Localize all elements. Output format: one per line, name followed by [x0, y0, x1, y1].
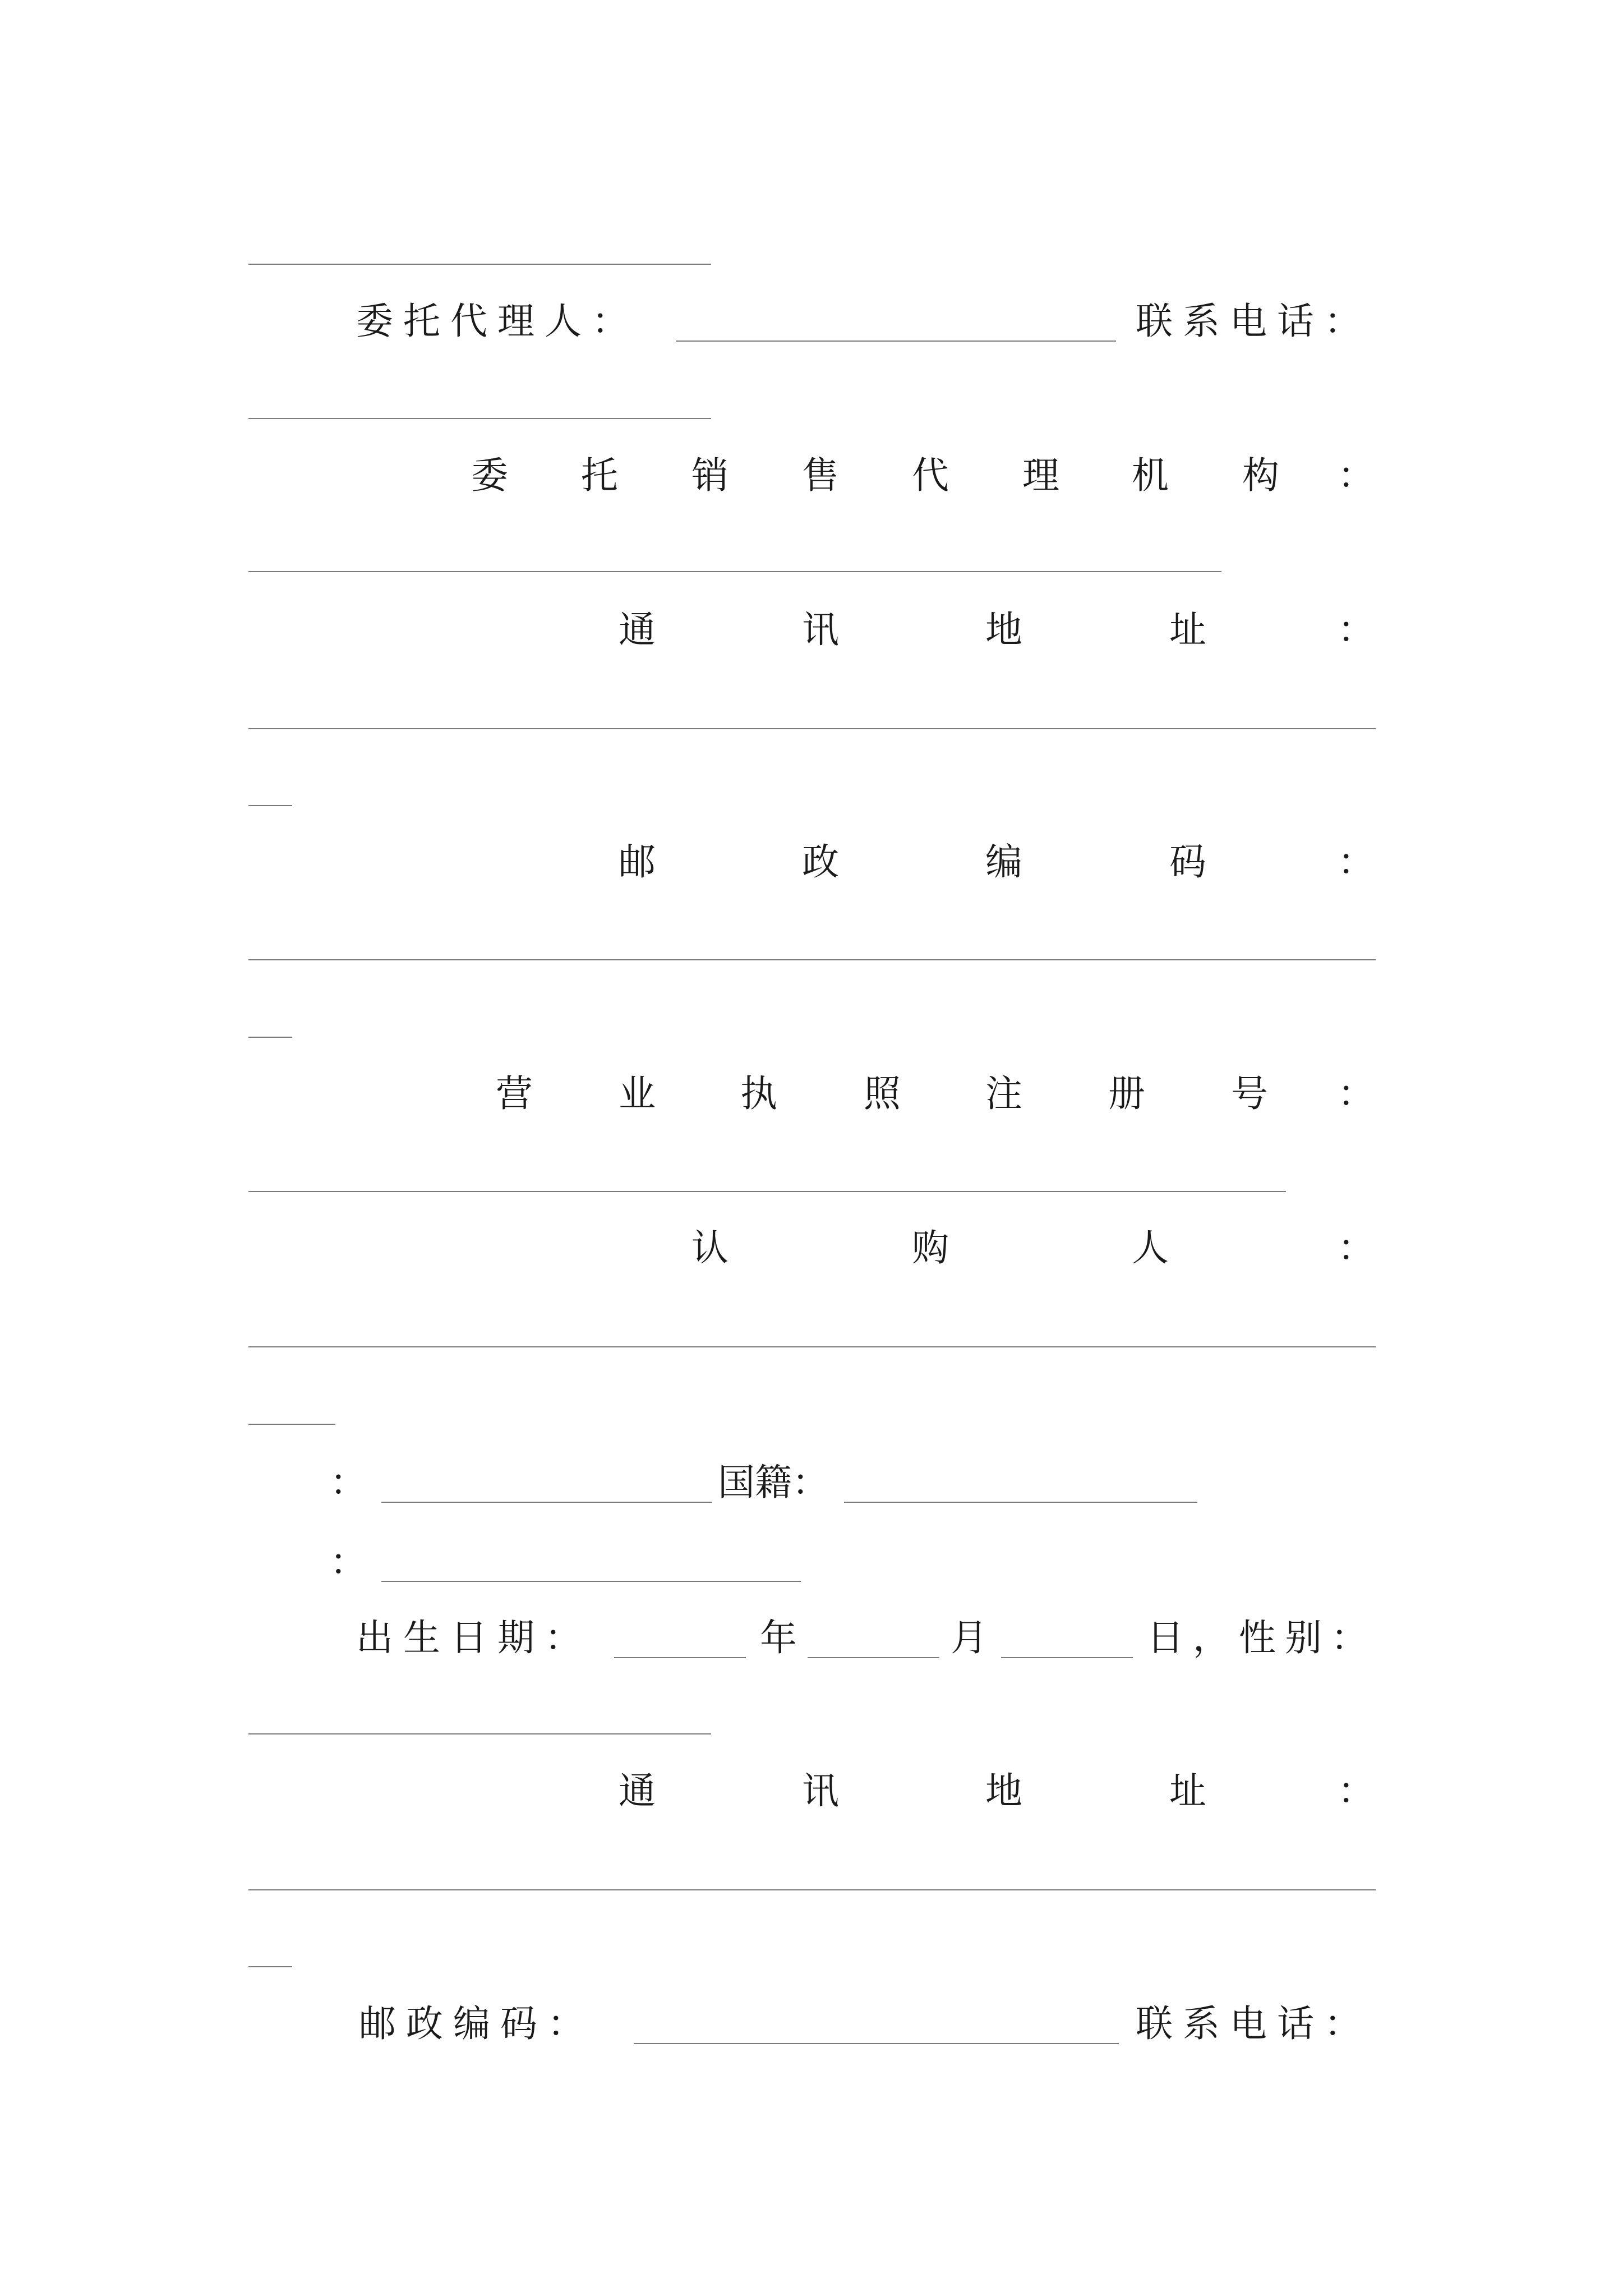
birth-day-gender-label: 日，性别：: [1147, 1616, 1377, 1659]
birth-year-blank[interactable]: [614, 1657, 746, 1658]
agency-postcode-blank[interactable]: [248, 959, 1376, 960]
sales-agency-char: 售: [802, 454, 839, 497]
sales-agency-char: 构: [1242, 454, 1279, 497]
subscriber-char: 认: [691, 1226, 728, 1269]
nationality-row-blank[interactable]: [381, 1502, 712, 1503]
agency-address-blank[interactable]: [248, 728, 1376, 729]
agency-address-char: 地: [985, 608, 1022, 651]
subscriber-colon: ：: [1338, 1226, 1375, 1269]
agency-postcode-colon: ：: [1338, 840, 1375, 884]
id-row-colon: ：: [330, 1540, 367, 1584]
agency-postcode-char: 政: [802, 840, 839, 884]
agent-name-blank[interactable]: [676, 341, 1116, 342]
license-char: 执: [740, 1072, 777, 1115]
agency-postcode-blank-tail[interactable]: [248, 1037, 292, 1038]
agency-postcode-char: 码: [1169, 840, 1206, 884]
agency-address-char: 讯: [802, 608, 839, 651]
subscriber-blank-tail[interactable]: [248, 1424, 335, 1425]
subscriber-postcode-blank[interactable]: [634, 2043, 1119, 2044]
sales-agency-char: 理: [1022, 454, 1059, 497]
license-blank[interactable]: [248, 1191, 1286, 1192]
license-char: 号: [1231, 1072, 1268, 1115]
nationality-label: 国籍：: [718, 1461, 829, 1504]
birth-month-label: 月: [951, 1616, 988, 1659]
agency-postcode-char: 邮: [619, 840, 656, 884]
subscriber-address-blank-tail[interactable]: [248, 1966, 292, 1967]
subscriber-postcode-label: 邮政编码：: [359, 2002, 594, 2045]
birth-day-blank[interactable]: [1001, 1657, 1133, 1658]
agency-postcode-char: 编: [985, 840, 1022, 884]
birth-year-label: 年: [760, 1616, 797, 1659]
sales-agency-blank[interactable]: [248, 571, 1221, 572]
agent-label: 委托代理人：: [356, 300, 639, 343]
license-char: 注: [985, 1072, 1022, 1115]
subscriber-char: 人: [1132, 1226, 1169, 1269]
sales-agency-colon: ：: [1338, 454, 1375, 497]
nationality-row-colon: ：: [330, 1461, 367, 1504]
license-char: 照: [864, 1072, 901, 1115]
birth-label: 出生日期：: [356, 1616, 592, 1659]
subscriber-address-colon: ：: [1338, 1769, 1375, 1812]
agency-address-char: 通: [619, 608, 656, 651]
subscriber-blank[interactable]: [248, 1346, 1376, 1347]
blank-line: [248, 264, 711, 265]
sales-agency-char: 销: [691, 454, 728, 497]
subscriber-address-char: 址: [1169, 1769, 1206, 1812]
license-char: 营: [496, 1072, 533, 1115]
agent-phone-label: 联系电话：: [1136, 300, 1371, 343]
subscriber-char: 购: [912, 1226, 949, 1269]
sales-agency-char: 代: [912, 454, 949, 497]
agency-address-blank-tail[interactable]: [248, 805, 292, 806]
nationality-blank[interactable]: [844, 1502, 1197, 1503]
agency-address-colon: ：: [1338, 608, 1375, 651]
subscriber-address-char: 通: [619, 1769, 656, 1812]
id-row-blank[interactable]: [381, 1581, 801, 1582]
gender-blank[interactable]: [248, 1733, 711, 1734]
sales-agency-char: 委: [471, 454, 508, 497]
subscriber-phone-label: 联系电话：: [1136, 2002, 1371, 2045]
sales-agency-char: 托: [581, 454, 618, 497]
license-char: 业: [619, 1072, 656, 1115]
birth-month-blank[interactable]: [808, 1657, 939, 1658]
subscriber-address-char: 地: [985, 1769, 1022, 1812]
subscriber-address-blank[interactable]: [248, 1889, 1376, 1890]
agency-address-char: 址: [1169, 608, 1206, 651]
subscriber-address-char: 讯: [802, 1769, 839, 1812]
sales-agency-char: 机: [1132, 454, 1169, 497]
license-char: 册: [1108, 1072, 1145, 1115]
license-colon: ：: [1338, 1072, 1375, 1115]
agent-phone-blank[interactable]: [248, 418, 711, 419]
